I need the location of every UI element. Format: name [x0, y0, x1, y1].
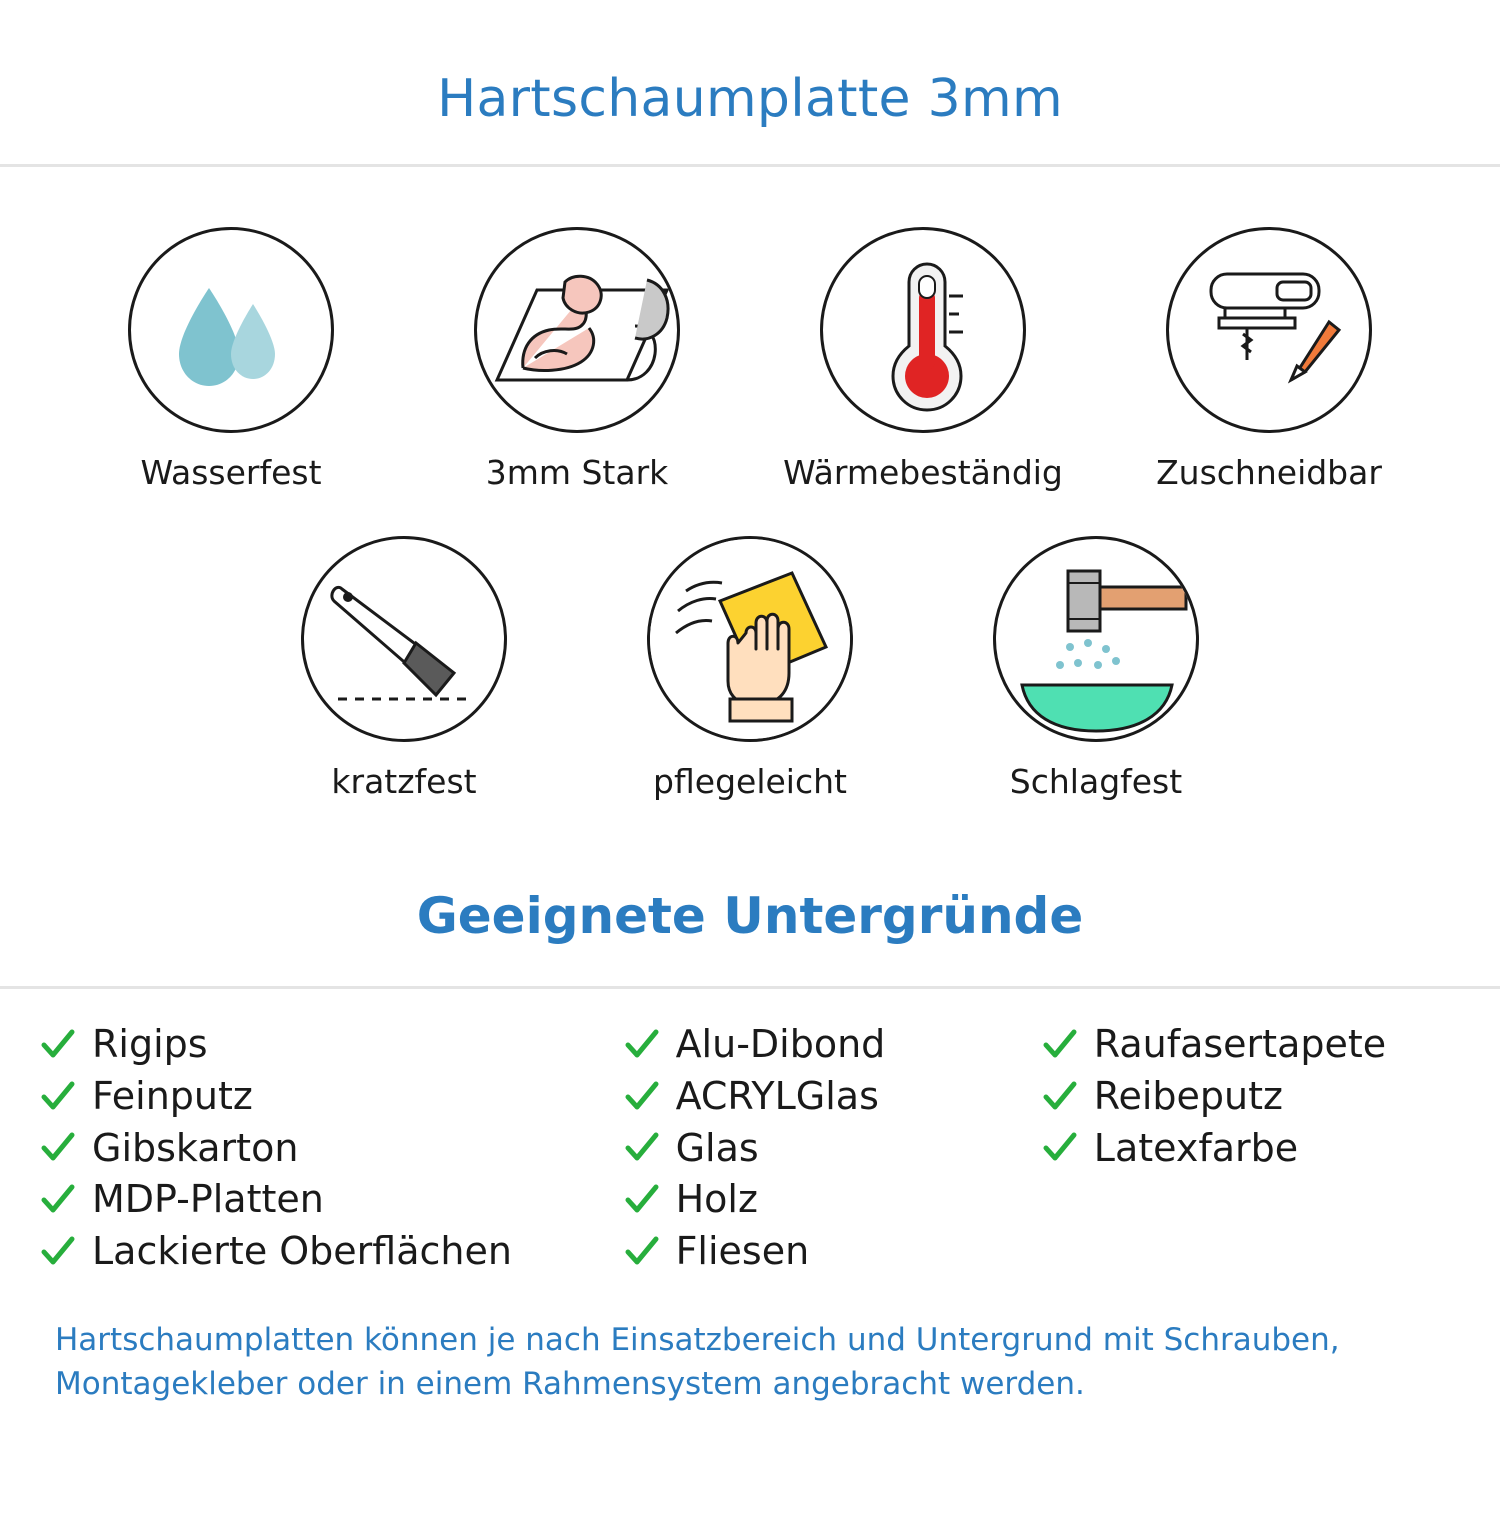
list-item: [40, 1178, 624, 1222]
check-icon: [1042, 1079, 1078, 1115]
feature-label: kratzfest: [331, 761, 477, 801]
feature-label: Wärmebeständig: [783, 452, 1063, 492]
hammer-impact-icon: [993, 536, 1199, 742]
footnote-text: Hartschaumplatten können je nach Einsatzbereich und Untergrund mit Schrauben, Montagekleber oder in einem Rahmensystem angebracht werden.: [55, 1321, 1340, 1402]
feature-3mm-stark: [452, 227, 702, 492]
feature-label: Wasserfest: [140, 452, 322, 492]
list-item: [624, 1075, 1042, 1119]
substrates-heading: Geeignete Untergründe: [416, 886, 1084, 945]
list-item-label: Alu-Dibond: [675, 1022, 886, 1067]
list-item: [1042, 1023, 1460, 1067]
cleaning-cloth-hand-icon: [647, 536, 853, 742]
list-item-label: Feinputz: [92, 1073, 253, 1118]
list-item-label: Holz: [675, 1177, 758, 1222]
feature-zuschneidbar: [1144, 227, 1394, 492]
feature-row-2: [0, 536, 1500, 801]
list-item: [624, 1178, 1042, 1222]
knife-scratch-icon: [301, 536, 507, 742]
water-drops-icon: [128, 227, 334, 433]
list-item: [40, 1127, 624, 1171]
feature-label: Zuschneidbar: [1156, 452, 1382, 492]
infographic-page: [0, 35, 1500, 1535]
feature-schlagfest: [971, 536, 1221, 801]
list-item-label: Reibeputz: [1093, 1073, 1283, 1118]
thermometer-icon: [820, 227, 1026, 433]
substrates-list: [0, 989, 1500, 1273]
check-icon: [624, 1182, 660, 1218]
check-icon: [40, 1234, 76, 1270]
check-icon: [624, 1234, 660, 1270]
feature-label: pflegeleicht: [653, 761, 847, 801]
substrates-column-2: [624, 1023, 1042, 1273]
feature-wasserfest: [106, 227, 356, 492]
substrates-column-3: [1042, 1023, 1460, 1273]
list-item: [624, 1127, 1042, 1171]
list-item-label: ACRYLGlas: [675, 1073, 879, 1118]
list-item-label: Fliesen: [675, 1228, 810, 1273]
check-icon: [40, 1130, 76, 1166]
list-item: [624, 1023, 1042, 1067]
check-icon: [1042, 1027, 1078, 1063]
strong-arm-icon: [474, 227, 680, 433]
list-item-label: Gibskarton: [92, 1125, 299, 1170]
check-icon: [40, 1027, 76, 1063]
list-item: [40, 1230, 624, 1274]
page-title: Hartschaumplatte 3mm: [437, 68, 1063, 129]
check-icon: [624, 1027, 660, 1063]
list-item-label: Lackierte Oberflächen: [92, 1228, 512, 1273]
check-icon: [40, 1079, 76, 1115]
check-icon: [624, 1079, 660, 1115]
feature-row-1: [0, 227, 1500, 492]
feature-label: 3mm Stark: [485, 452, 669, 492]
check-icon: [624, 1130, 660, 1166]
feature-waermebestaendig: [783, 227, 1063, 492]
list-item-label: MDP-Platten: [92, 1177, 324, 1222]
list-item-label: Latexfarbe: [1093, 1125, 1299, 1170]
list-item-label: Rigips: [92, 1022, 208, 1067]
check-icon: [40, 1182, 76, 1218]
list-item: [1042, 1127, 1460, 1171]
jigsaw-cutter-icon: [1166, 227, 1372, 433]
list-item: [40, 1075, 624, 1119]
feature-kratzfest: [279, 536, 529, 801]
check-icon: [1042, 1130, 1078, 1166]
list-item-label: Raufasertapete: [1093, 1022, 1387, 1067]
list-item: [624, 1230, 1042, 1274]
feature-pflegeleicht: [625, 536, 875, 801]
header-divider: [0, 164, 1500, 167]
list-item-label: Glas: [675, 1125, 759, 1170]
substrates-column-1: [40, 1023, 624, 1273]
list-item: [40, 1023, 624, 1067]
feature-label: Schlagfest: [1009, 761, 1183, 801]
list-item: [1042, 1075, 1460, 1119]
